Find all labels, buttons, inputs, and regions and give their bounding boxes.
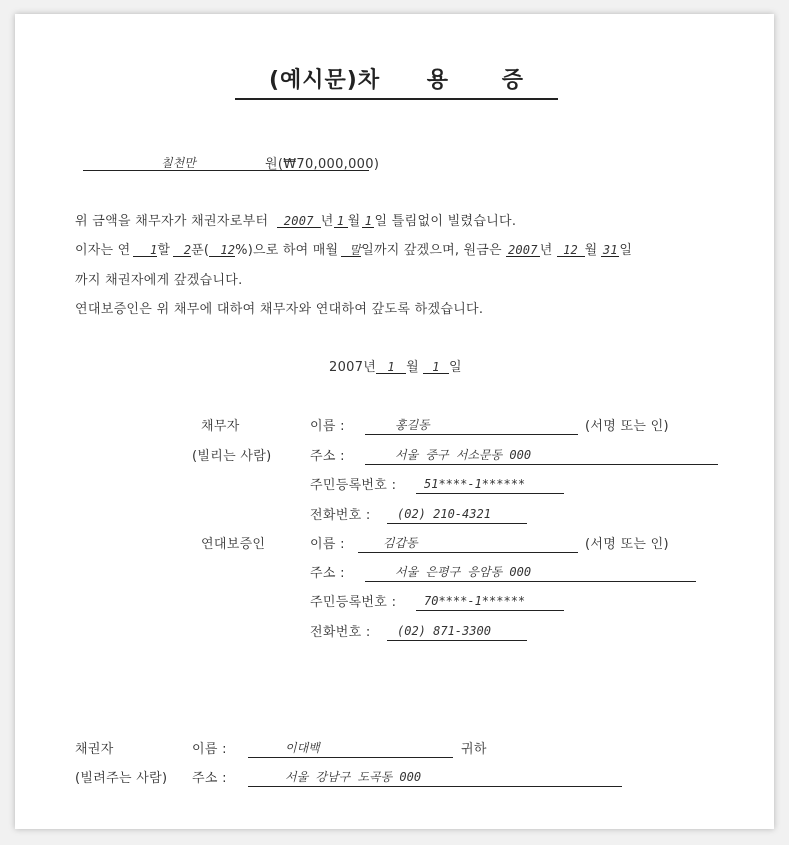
debtor-name-underline [365, 434, 578, 435]
creditor-address-underline [248, 786, 622, 787]
debtor-name: 홍길동 [395, 418, 430, 432]
debtor-role: 채무자 [201, 419, 240, 434]
debtor-address: 서울 중구 서소문동 000 [395, 448, 532, 462]
debtor-name-label: 이름 : [310, 419, 345, 434]
guarantor-name-label: 이름 : [310, 537, 345, 552]
date-month: 1 [376, 361, 406, 374]
creditor-address: 서울 강남구 도곡동 000 [285, 770, 422, 784]
p2-text-f: 년 [539, 243, 553, 258]
p2-day: 31 [602, 243, 618, 257]
amount-handwritten: 칠천만 [161, 156, 196, 170]
title-word-3: 증 [501, 68, 524, 93]
guarantor-address-underline [365, 581, 696, 582]
paragraph-line-4: 연대보증인은 위 채무에 대하여 채무자와 연대하여 갚도록 하겠습니다. [75, 302, 484, 317]
title-word-2: 용 [426, 68, 450, 93]
p1-year: 2007 [277, 215, 321, 228]
debtor-phone-underline [387, 523, 527, 524]
paragraph-line-1 [75, 215, 516, 228]
p2-hal: 1 [133, 244, 157, 257]
paragraph-line-3: 까지 채권자에게 갚겠습니다. [75, 273, 243, 288]
p2-text-h: 일 [619, 243, 633, 258]
p2-month: 12 [557, 244, 585, 257]
debtor-phone-label: 전화번호 : [310, 508, 371, 523]
creditor-name-underline [248, 757, 453, 758]
debtor-address-label: 주소 : [310, 449, 345, 464]
p2-text-e: 일까지 갚겠으며, 원금은 [361, 243, 502, 258]
guarantor-phone-label: 전화번호 : [310, 625, 371, 640]
creditor-role-sub: (빌려주는 사람) [75, 771, 168, 786]
date-text-c: 월 [406, 360, 420, 375]
creditor-honorific: 귀하 [461, 742, 487, 757]
debtor-sign-note: (서명 또는 인) [585, 419, 669, 434]
p2-text-g: 월 [584, 243, 598, 258]
p2-pun: 2 [173, 244, 191, 257]
p1-text-d: 일 틀림없이 빌렸습니다. [374, 214, 517, 229]
date-text-b: 년 [363, 360, 377, 375]
p1-text-c: 월 [347, 214, 361, 229]
debtor-rrn-underline [416, 493, 564, 494]
p2-text-d: %)으로 하여 매월 [235, 243, 339, 258]
p1-month: 1 [334, 215, 348, 228]
guarantor-address: 서울 은평구 응암동 000 [395, 565, 532, 579]
debtor-rrn: 51****-1****** [424, 477, 526, 491]
guarantor-phone: (02) 871-3300 [397, 624, 491, 638]
guarantor-address-label: 주소 : [310, 566, 345, 581]
guarantor-role: 연대보증인 [201, 537, 266, 552]
guarantor-rrn: 70****-1****** [424, 594, 526, 608]
debtor-phone: (02) 210-4321 [397, 507, 491, 521]
debtor-rrn-label: 주민등록번호 : [310, 478, 397, 493]
title-prefix: (예시문)차 [269, 68, 381, 93]
date-day: 1 [423, 361, 449, 374]
guarantor-rrn-underline [416, 610, 564, 611]
creditor-address-label: 주소 : [192, 771, 227, 786]
creditor-name: 이대백 [285, 741, 320, 755]
p1-text-b: 년 [320, 214, 334, 229]
p2-year: 2007 [506, 244, 540, 257]
guarantor-name-underline [358, 552, 578, 553]
guarantor-phone-underline [387, 640, 527, 641]
p1-day: 1 [362, 215, 374, 228]
issue-date [329, 361, 462, 374]
p2-text-b: 할 [157, 243, 171, 258]
debtor-role-sub: (빌리는 사람) [192, 449, 272, 464]
paragraph-line-2 [75, 244, 632, 257]
p2-payday: 말 [341, 244, 361, 257]
p2-text-a: 이자는 연 [75, 243, 131, 258]
guarantor-sign-note: (서명 또는 인) [585, 537, 669, 552]
creditor-role: 채권자 [75, 742, 114, 757]
p2-text-c: 푼( [191, 243, 210, 258]
document-title [235, 70, 558, 100]
creditor-name-label: 이름 : [192, 742, 227, 757]
loan-certificate-page [15, 14, 774, 829]
date-year: 2007 [329, 360, 364, 375]
debtor-address-underline [365, 464, 718, 465]
p1-text-a: 위 금액을 채무자가 채권자로부터 [75, 214, 269, 229]
amount-won: 원(₩70,000,000) [265, 157, 380, 172]
p2-percent: 12 [209, 244, 235, 257]
date-text-d: 일 [449, 360, 462, 375]
guarantor-name: 김갑동 [383, 536, 418, 550]
guarantor-rrn-label: 주민등록번호 : [310, 595, 397, 610]
